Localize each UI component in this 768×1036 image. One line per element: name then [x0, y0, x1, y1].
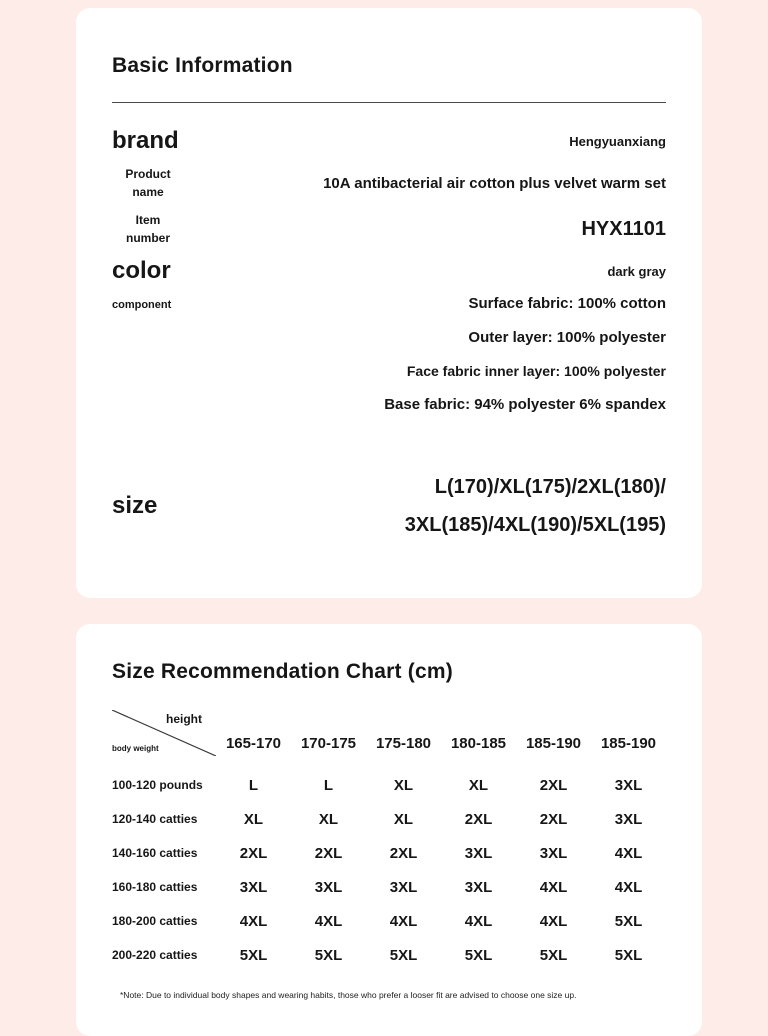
table-corner-cell [112, 710, 216, 756]
color-label: color [112, 257, 171, 284]
size-label: size [112, 492, 158, 519]
table-row [112, 836, 666, 870]
column-header: 165-170 [225, 735, 282, 752]
basic-info-card [76, 8, 702, 598]
size-note: *Note: Due to individual body shapes and wearing habits, those who prefer a looser fit are advised to choose one size up. [120, 990, 577, 1000]
size-cell: 4XL [614, 878, 643, 896]
table-row [112, 768, 666, 802]
size-cell: 3XL [539, 844, 568, 862]
size-cell: XL [318, 810, 339, 828]
size-cell: 3XL [614, 810, 643, 828]
size-cell: XL [243, 810, 264, 828]
size-cell: 2XL [314, 844, 343, 862]
size-cell: 3XL [389, 878, 418, 896]
size-value-line1: L(170)/XL(175)/2XL(180)/ [434, 476, 666, 498]
size-chart-title: Size Recommendation Chart (cm) [112, 660, 453, 683]
size-cell: 4XL [539, 912, 568, 930]
info-row-component [112, 295, 666, 430]
component-line: Outer layer: 100% polyester [468, 329, 666, 346]
info-row-size [112, 468, 666, 544]
size-cell: XL [393, 810, 414, 828]
size-cell: 5XL [539, 946, 568, 964]
size-recommendation-table [112, 710, 666, 1000]
brand-label: brand [112, 127, 179, 154]
table-body [112, 768, 666, 972]
product-name-label: Product name [125, 167, 171, 199]
size-cell: XL [468, 776, 489, 794]
component-line: Base fabric: 94% polyester 6% spandex [384, 396, 666, 413]
corner-label-height: height [166, 712, 202, 726]
size-cell: 3XL [614, 776, 643, 794]
info-row-product-name [112, 165, 666, 201]
size-cell: 3XL [314, 878, 343, 896]
size-cell: 5XL [239, 946, 268, 964]
size-cell: 3XL [239, 878, 268, 896]
row-label: 200-220 catties [112, 948, 198, 962]
corner-label-body-weight: body weight [112, 744, 159, 753]
color-value: dark gray [607, 263, 666, 279]
size-cell: 3XL [464, 844, 493, 862]
column-header: 175-180 [375, 735, 432, 752]
title-divider [112, 102, 666, 103]
row-label: 180-200 catties [112, 914, 198, 928]
item-number-value: HYX1101 [581, 217, 666, 240]
size-cell: 5XL [389, 946, 418, 964]
row-label: 120-140 catties [112, 812, 198, 826]
table-row [112, 938, 666, 972]
component-values [230, 295, 666, 430]
info-row-color [112, 257, 666, 285]
size-value [230, 468, 666, 544]
component-line: Surface fabric: 100% cotton [468, 295, 666, 312]
size-cell: 4XL [314, 912, 343, 930]
basic-info-list [112, 127, 666, 544]
row-label: 140-160 catties [112, 846, 198, 860]
size-cell: L [248, 776, 259, 794]
size-cell: L [323, 776, 334, 794]
size-cell: 4XL [464, 912, 493, 930]
size-cell: 5XL [614, 912, 643, 930]
column-header: 185-190 [600, 735, 657, 752]
size-cell: 2XL [239, 844, 268, 862]
product-name-value: 10A antibacterial air cotton plus velvet warm set [323, 174, 666, 192]
size-chart-card [76, 624, 702, 1036]
column-header: 180-185 [450, 735, 507, 752]
component-line: Face fabric inner layer: 100% polyester [406, 363, 666, 379]
size-cell: 5XL [614, 946, 643, 964]
table-row [112, 802, 666, 836]
table-header-row [112, 710, 666, 756]
info-row-brand [112, 127, 666, 155]
component-label: component [112, 299, 172, 311]
size-cell: 5XL [314, 946, 343, 964]
size-cell: 2XL [539, 776, 568, 794]
basic-info-title: Basic Information [112, 54, 293, 77]
size-value-line2: 3XL(185)/4XL(190)/5XL(195) [404, 514, 666, 536]
size-cell: XL [393, 776, 414, 794]
row-label: 160-180 catties [112, 880, 198, 894]
column-header: 185-190 [525, 735, 582, 752]
size-cell: 2XL [464, 810, 493, 828]
size-cell: 4XL [239, 912, 268, 930]
size-cell: 2XL [539, 810, 568, 828]
brand-value: Hengyuanxiang [569, 133, 666, 149]
size-cell: 5XL [464, 946, 493, 964]
size-cell: 4XL [539, 878, 568, 896]
size-cell: 2XL [389, 844, 418, 862]
info-row-item-number [112, 211, 666, 247]
size-cell: 4XL [389, 912, 418, 930]
table-row [112, 870, 666, 904]
size-cell: 3XL [464, 878, 493, 896]
row-label: 100-120 pounds [112, 778, 203, 792]
item-number-label: Item number [125, 213, 170, 245]
size-cell: 4XL [614, 844, 643, 862]
column-header: 170-175 [300, 735, 357, 752]
table-row [112, 904, 666, 938]
